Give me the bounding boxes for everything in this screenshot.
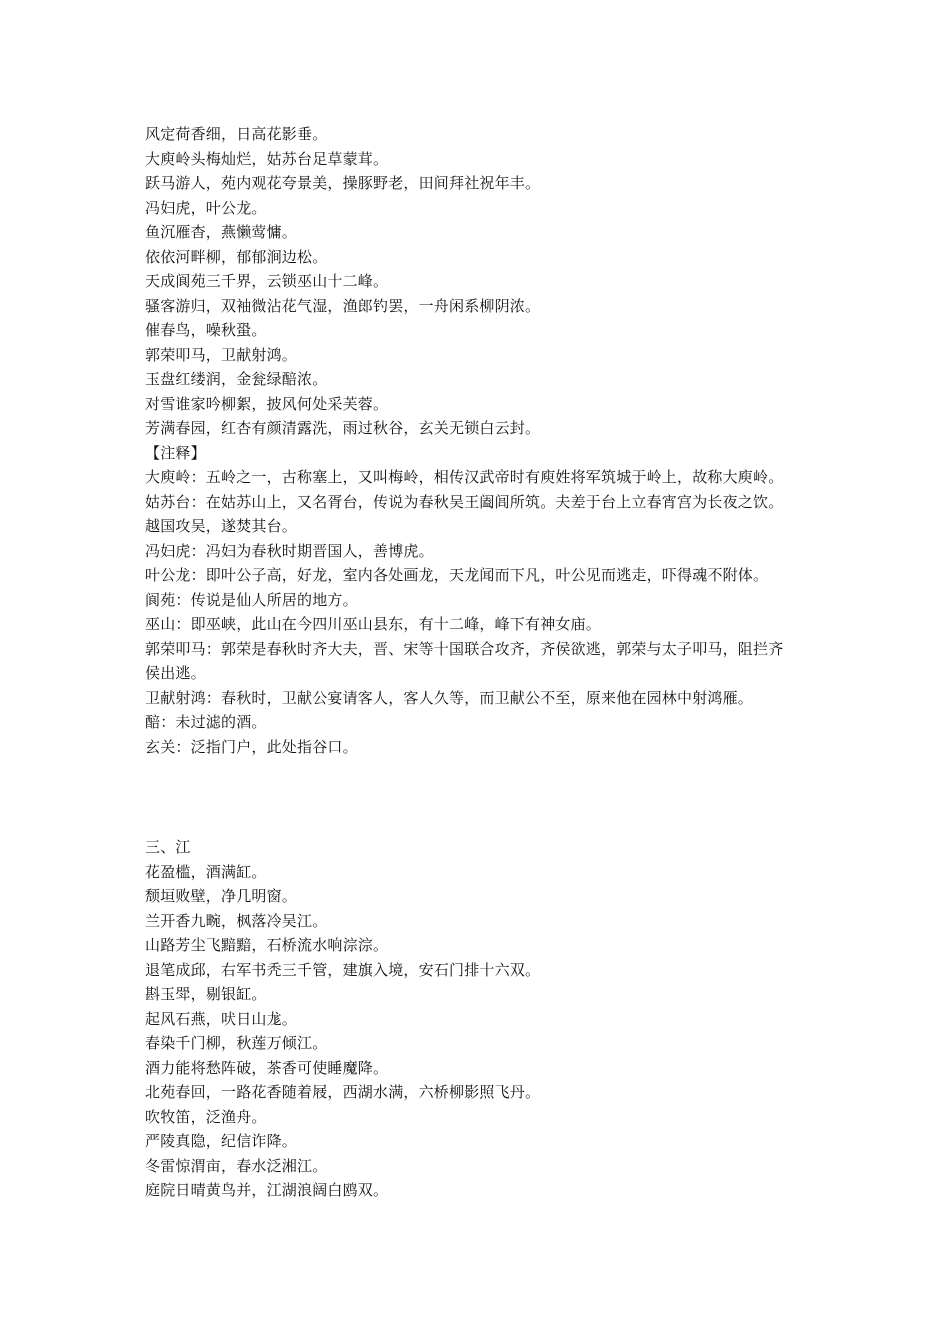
verse-line: 天成阆苑三千界，云锁巫山十二峰。 [145, 272, 389, 290]
note-line: 郭荣叩马：郭荣是春秋时齐大夫，晋、宋等十国联合攻齐，齐侯欲逃，郭荣与太子叩马，阻拦齐 [145, 639, 784, 658]
verse-line: 酒力能将愁阵破，茶香可使睡魔降。 [145, 1058, 389, 1077]
section-gap [145, 759, 825, 835]
verse-line: 退笔成邱，右军书秃三千管，建旗入境，安石门排十六双。 [145, 960, 541, 979]
verse-line: 郭荣叩马，卫献射鸿。 [145, 345, 298, 364]
verse-line: 依依河畔柳，郁郁涧边松。 [145, 247, 328, 266]
note-line: 侯出逃。 [145, 664, 206, 682]
verse-line: 冯妇虎，叶公龙。 [145, 198, 267, 217]
verse-line: 春染千门柳，秋莲万倾江。 [145, 1034, 328, 1052]
note-line: 冯妇虎：冯妇为春秋时期晋国人，善博虎。 [145, 541, 434, 560]
note-line: 大庾岭：五岭之一，古称塞上，又叫梅岭，相传汉武帝时有庾姓将军筑城于岭上，故称大庾岭。 [145, 468, 784, 486]
verse-line: 兰开香九畹，枫落冷吴江。 [145, 911, 328, 930]
verse-line: 风定荷香细，日高花影垂。 [145, 125, 328, 143]
verse-line: 催春鸟，噪秋蛩。 [145, 321, 267, 339]
note-line: 越国攻吴，遂焚其台。 [145, 517, 298, 535]
notes-section [145, 441, 825, 760]
notes-heading: 【注释】 [145, 443, 206, 462]
verse-line: 对雪谁家吟柳絮，披风何处采芙蓉。 [145, 394, 389, 413]
verse-line: 北苑春回，一路花香随着屐，西湖水满，六桥柳影照飞丹。 [145, 1083, 541, 1101]
verse-section-1 [145, 122, 825, 441]
note-line: 醅：未过滤的酒。 [145, 713, 267, 731]
verse-line: 骚客游归，双袖微沾花气湿，渔郎钓罢，一舟闲系柳阴浓。 [145, 296, 541, 315]
note-line: 阆苑：传说是仙人所居的地方。 [145, 590, 358, 609]
verse-line: 冬雷惊渭亩，春水泛湘江。 [145, 1156, 328, 1175]
verse-line: 庭院日晴黄鸟并，江湖浪阔白鸥双。 [145, 1181, 389, 1199]
note-line: 玄关：泛指门户，此处指谷口。 [145, 737, 358, 756]
verse-line: 花盈槛，酒满缸。 [145, 862, 267, 881]
verse-line: 严陵真隐，纪信诈降。 [145, 1132, 298, 1150]
section-title: 三、江 [145, 838, 191, 856]
verse-line: 鱼沉雁杳，燕懒莺慵。 [145, 223, 298, 241]
verse-line: 斟玉斝，剔银缸。 [145, 985, 267, 1003]
verse-line: 起风石燕，吠日山尨。 [145, 1009, 298, 1028]
document-page [145, 122, 825, 1203]
note-line: 姑苏台：在姑苏山上，又名胥台，传说为春秋吴王阖闾所筑。夫差于台上立春宵宫为长夜之饮。 [145, 492, 784, 511]
verse-line: 芳满春园，红杏有颜清露洗，雨过秋谷，玄关无锁白云封。 [145, 419, 541, 437]
verse-section-2 [145, 835, 825, 1203]
verse-line: 跃马游人，苑内观花夸景美，操豚野老，田间拜社祝年丰。 [145, 174, 541, 192]
verse-line: 玉盘红缕润，金瓮绿醅浓。 [145, 370, 328, 388]
note-line: 卫献射鸿：春秋时，卫献公宴请客人，客人久等，而卫献公不至，原来他在园林中射鸿雁。 [145, 688, 754, 707]
verse-line: 大庾岭头梅灿烂，姑苏台足草蒙茸。 [145, 149, 389, 168]
note-line: 叶公龙：即叶公子高，好龙，室内各处画龙，天龙闻而下凡，叶公见而逃走，吓得魂不附体。 [145, 566, 769, 584]
note-line: 巫山：即巫峡，此山在今四川巫山县东，有十二峰，峰下有神女庙。 [145, 615, 602, 633]
verse-line: 山路芳尘飞黯黯，石桥流水响淙淙。 [145, 936, 389, 954]
verse-line: 颓垣败壁，净几明窗。 [145, 887, 298, 905]
verse-line: 吹牧笛，泛渔舟。 [145, 1107, 267, 1126]
